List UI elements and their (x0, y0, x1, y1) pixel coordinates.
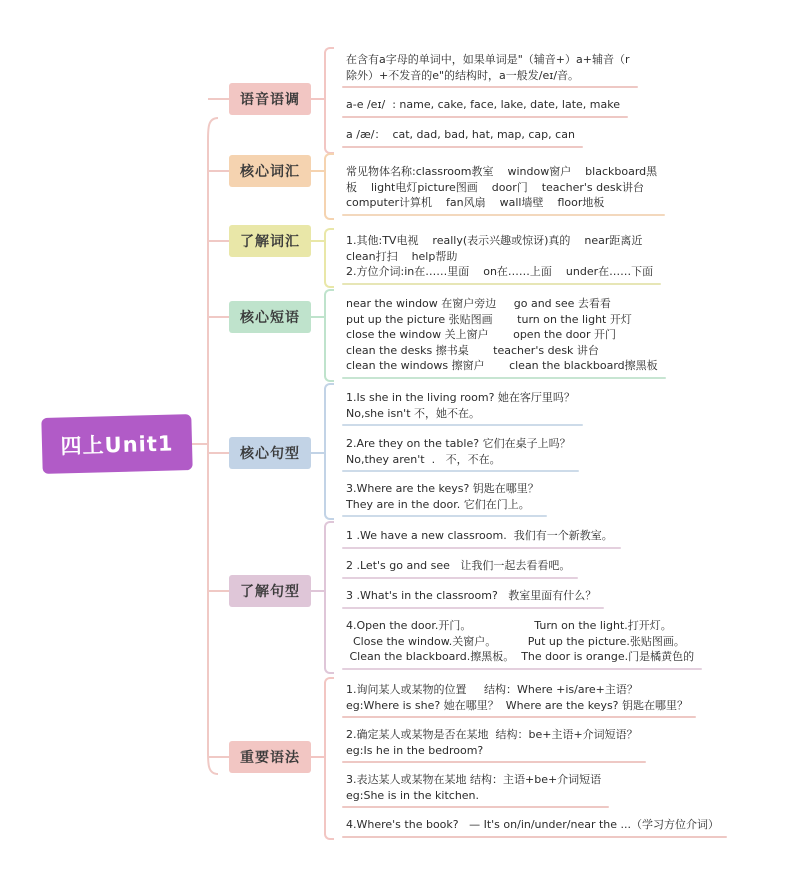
leaf-underline (342, 470, 579, 472)
leaf-underline (342, 761, 646, 763)
leaf-node (346, 97, 620, 116)
leaf-text-line: a-e /eɪ/ : name, cake, face, lake, date, late, make (346, 98, 620, 111)
leaf-underline (342, 607, 604, 609)
category-bracket (324, 521, 334, 674)
leaf-text-line: 1.其他:TV电视 really(表示兴趣或惊讶)真的 near距离近 (346, 234, 643, 247)
category-label: 语音语调 (229, 83, 311, 115)
leaf-text-line: 3.表达某人或某物在某地 结构：主语+be+介词短语 (346, 773, 602, 786)
leaf-node (346, 390, 575, 424)
leaf-underline (342, 86, 638, 88)
leaf-text-line: 除外）+不发音的e"的结构时，a一般发/eɪ/音。 (346, 68, 580, 82)
leaf-underline (342, 146, 583, 148)
leaf-text-line: 4.Open the door.开门。 Turn on the light.打开灯。 (346, 619, 672, 632)
leaf-text-line: 4.Where's the book? — It's on/in/under/near the ...（学习方位介词） (346, 818, 720, 831)
leaf-node (346, 296, 658, 377)
leaf-text-line: 2 .Let's go and see 让我们一起去看看吧。 (346, 559, 571, 572)
main-spine (208, 118, 218, 774)
category-label: 了解句型 (229, 575, 311, 607)
leaf-text-line: 1 .We have a new classroom. 我们有一个新教室。 (346, 529, 613, 542)
leaf-text-line: 2.方位介词:in在……里面 on在……上面 under在……下面 (346, 265, 654, 278)
leaf-node (346, 618, 694, 668)
category-bracket (324, 289, 334, 382)
leaf-text-line: No,she isn't 不，她不在。 (346, 406, 481, 420)
leaf-text-line: 2.Are they on the table? 它们在桌子上吗？ (346, 437, 571, 450)
category-label: 重要语法 (229, 741, 311, 773)
leaf-text-line: computer计算机 fan风扇 wall墙壁 floor地板 (346, 196, 605, 209)
leaf-text-line: 3.Where are the keys? 钥匙在哪里？ (346, 482, 539, 495)
leaf-node (346, 481, 539, 515)
leaf-text-line: eg:She is in the kitchen. (346, 788, 480, 802)
leaf-text-line: 3 .What's in the classroom? 教室里面有什么？ (346, 589, 597, 602)
leaf-node (346, 164, 657, 214)
leaf-node (346, 682, 688, 716)
leaf-underline (342, 836, 727, 838)
leaf-node (346, 817, 719, 836)
leaf-text-line: 2.确定某人或某物是否在某地 结构：be+主语+介词短语？ (346, 728, 638, 741)
category-bracket (324, 153, 334, 220)
leaf-text-line: a /æ/： cat, dad, bad, hat, map, cap, can (346, 128, 575, 141)
leaf-underline (342, 547, 621, 549)
leaf-underline (342, 806, 609, 808)
category-label: 核心词汇 (229, 155, 311, 187)
leaf-underline (342, 116, 628, 118)
leaf-node (346, 528, 613, 547)
leaf-node (346, 772, 601, 806)
leaf-underline (342, 668, 702, 670)
leaf-text-line: 在含有a字母的单词中，如果单词是"（辅音+）a+辅音（r (346, 53, 630, 66)
category-bracket (324, 383, 334, 520)
leaf-text-line: 1.Is she in the living room? 她在客厅里吗？ (346, 391, 575, 404)
leaf-underline (342, 515, 547, 517)
root-node (42, 416, 192, 472)
leaf-text-line: No,they aren't . 不，不在。 (346, 452, 501, 466)
category-bracket (324, 47, 334, 154)
leaf-node (346, 588, 596, 607)
leaf-text-line: near the window 在窗户旁边 go and see 去看看 (346, 297, 611, 310)
leaf-text-line: Close the window.关窗户。 Put up the picture.张贴图画。 (346, 634, 685, 648)
leaf-node (346, 127, 575, 146)
category-label: 了解词汇 (229, 225, 311, 257)
category-label: 核心句型 (229, 437, 311, 469)
leaf-text-line: 常见物体名称:classroom教室 window窗户 blackboard黑 (346, 165, 658, 178)
leaf-underline (342, 214, 665, 216)
leaf-underline (342, 577, 578, 579)
root-node-label: 四上Unit1 (41, 414, 192, 474)
leaf-text-line: put up the picture 张贴图画 turn on the light 开灯 (346, 312, 632, 326)
leaf-text-line: close the window 关上窗户 open the door 开门 (346, 328, 617, 341)
leaf-text-line: clean打扫 help帮助 (346, 249, 458, 263)
category-bracket (324, 228, 334, 288)
leaf-node (346, 233, 653, 283)
leaf-text-line: They are in the door. 它们在门上。 (346, 497, 530, 511)
leaf-text-line: Clean the blackboard.擦黑板。 The door is orange.门是橘黄色的 (346, 650, 695, 663)
leaf-underline (342, 377, 666, 379)
leaf-node (346, 52, 630, 86)
leaf-underline (342, 283, 661, 285)
leaf-text-line: eg:Where is she? 她在哪里？ Where are the keys? 钥匙在哪里？ (346, 698, 689, 712)
leaf-text-line: clean the windows 擦窗户 clean the blackboard擦黑板 (346, 359, 658, 372)
leaf-underline (342, 716, 696, 718)
category-label: 核心短语 (229, 301, 311, 333)
leaf-text-line: clean the desks 擦书桌 teacher's desk 讲台 (346, 343, 599, 357)
leaf-text-line: eg:Is he in the bedroom? (346, 743, 484, 757)
leaf-text-line: 1.询问某人或某物的位置 结构：Where +is/are+主语？ (346, 683, 638, 696)
leaf-text-line: 板 light电灯picture图画 door门 teacher's desk讲台 (346, 180, 644, 194)
category-bracket (324, 677, 334, 840)
leaf-underline (342, 424, 583, 426)
leaf-node (346, 436, 571, 470)
leaf-node (346, 727, 638, 761)
leaf-node (346, 558, 570, 577)
